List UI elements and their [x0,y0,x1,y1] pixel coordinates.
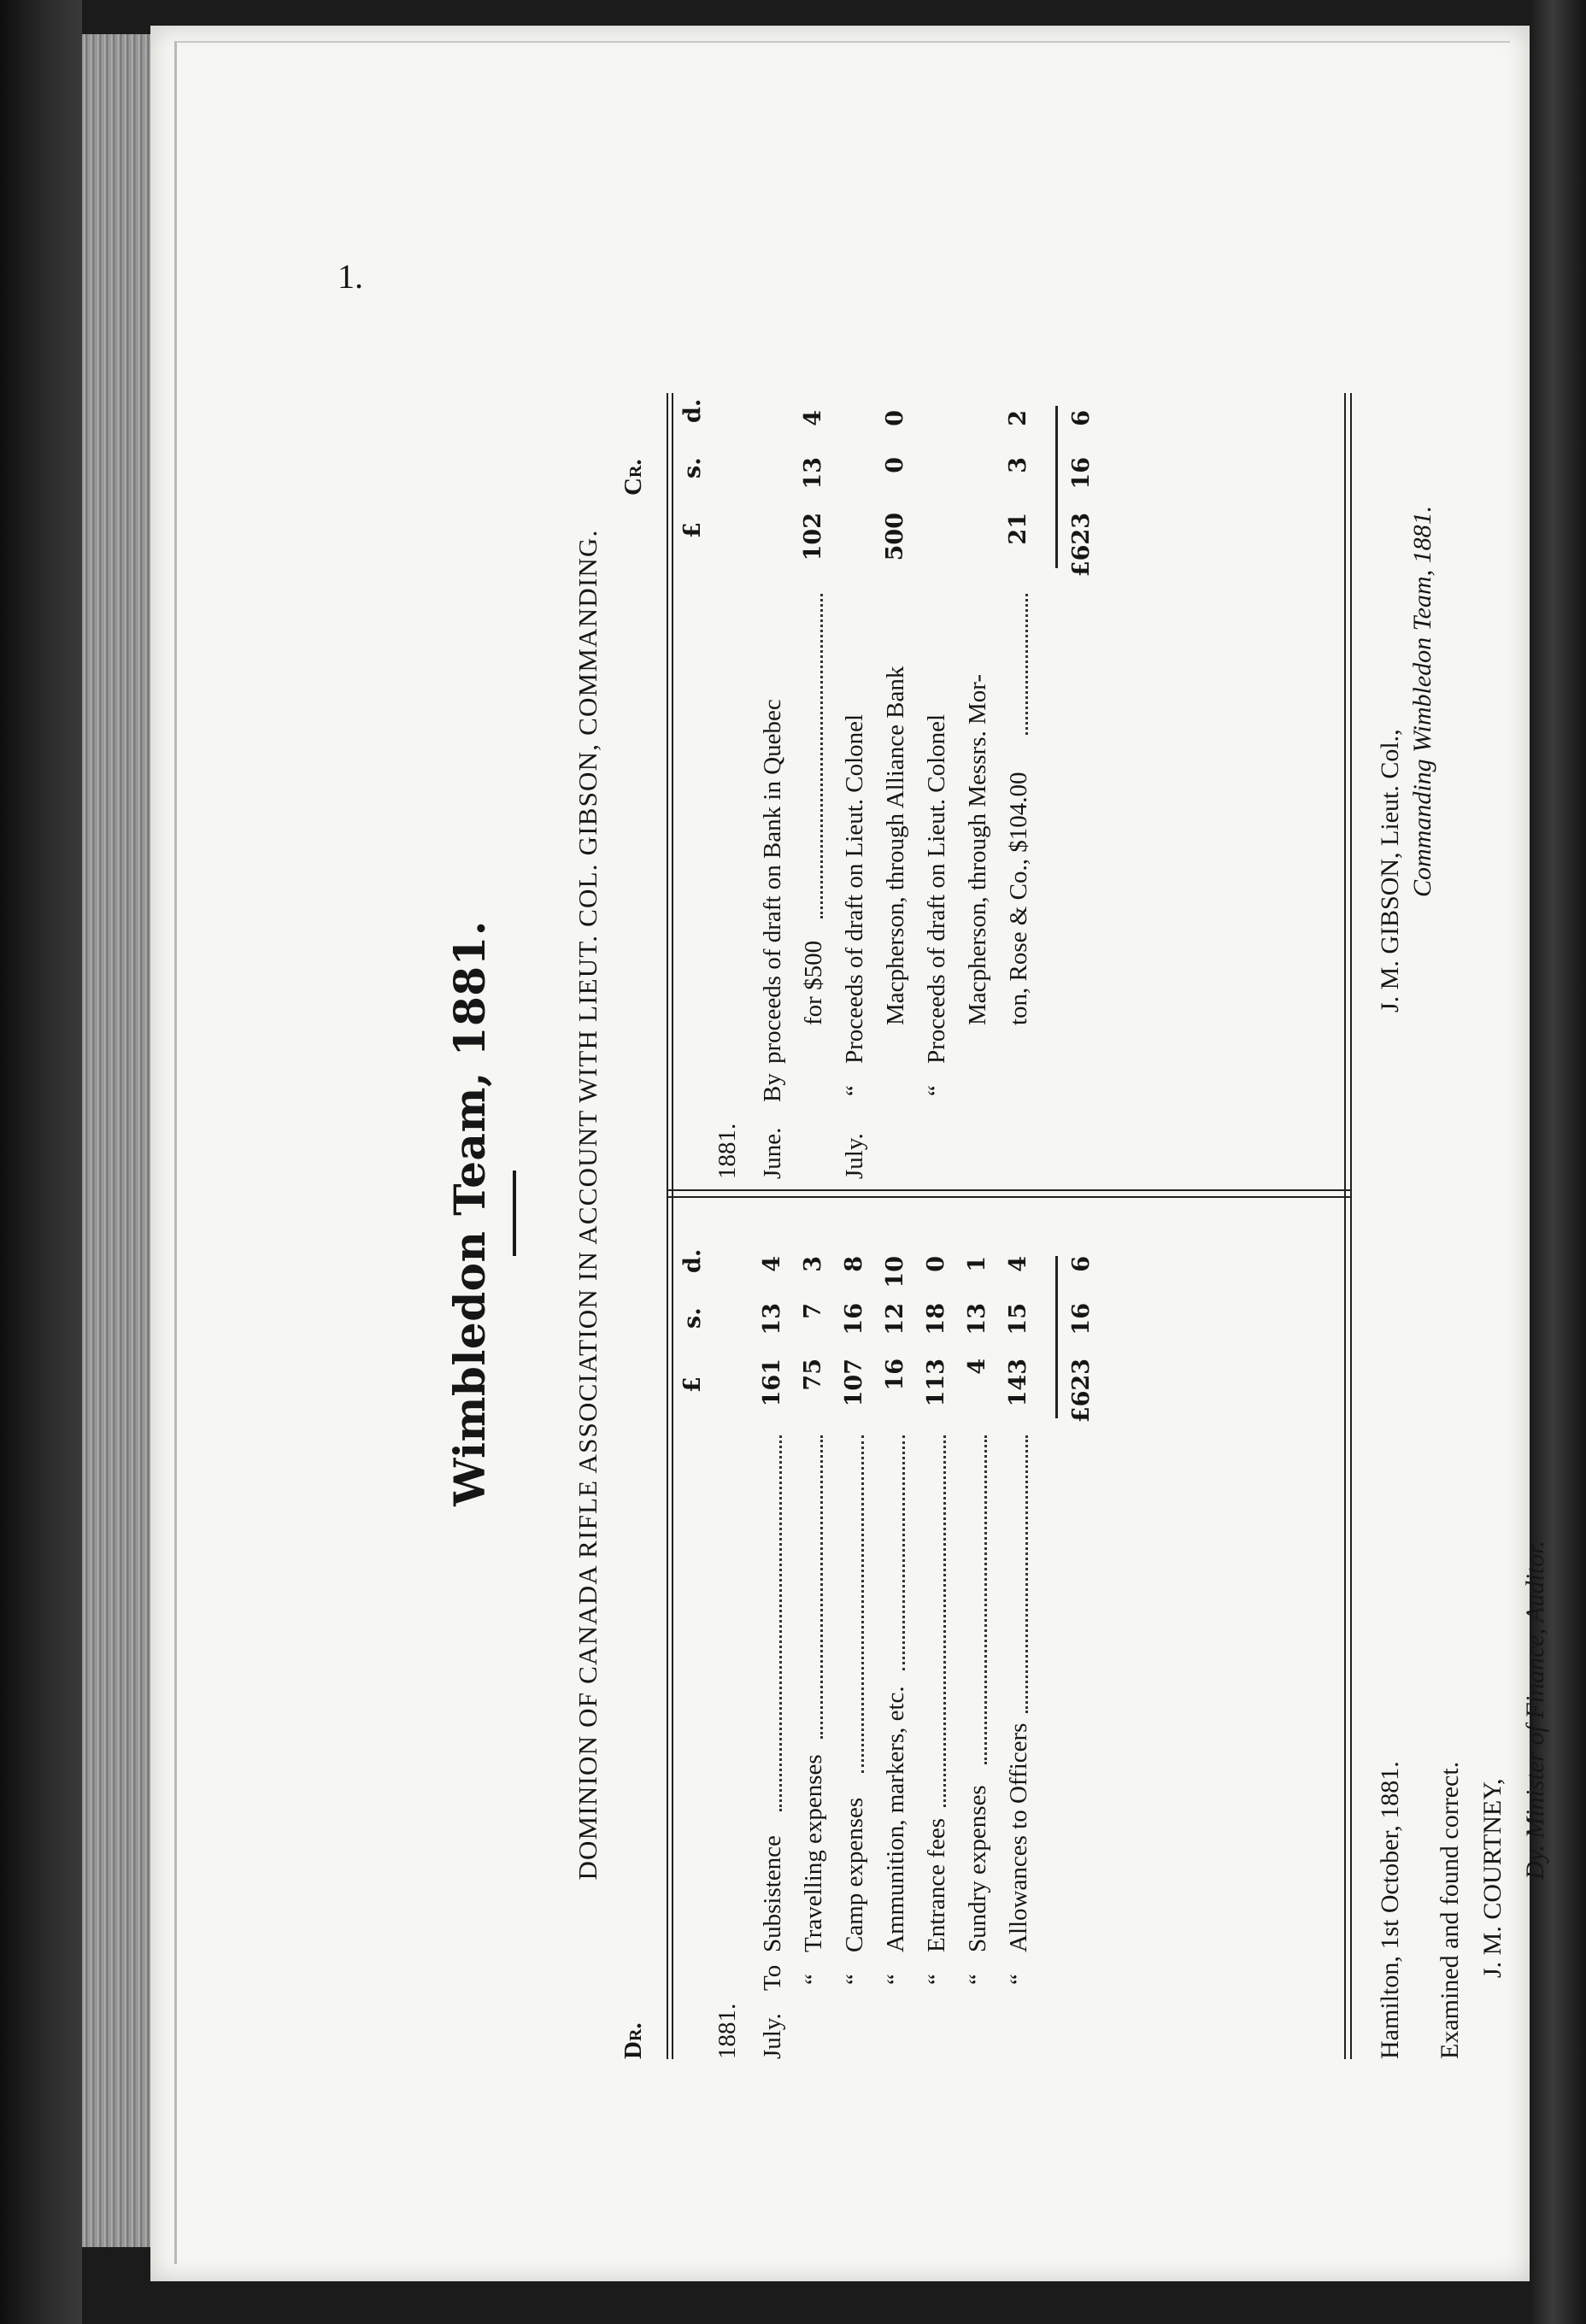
rotated-footer-sheet [205,325,1549,2102]
debit-pence: 4 [1005,1256,1031,1272]
account-subtitle: DOMINION OF CANADA RIFLE ASSOCIATION IN ACCOUNT WITH LIEUT. COL. GIBSON, COMMANDING. [573,529,602,1881]
page-number: 1. [338,257,363,296]
credit-pounds: 21 [1005,513,1031,545]
debit-pence: 1 [964,1256,990,1272]
credit-pounds: 102 [800,513,826,561]
debit-pence: 10 [882,1256,908,1288]
credit-desc-line: proceeds of draft on Bank in Quebec [759,699,786,1064]
page-title: Wimbledon Team, 1881. [444,920,495,1506]
credit-label: Cr. [620,459,647,496]
debit-desc: Allowances to Officers [1005,1722,1032,1952]
signatory: J. M. GIBSON, Lieut. Col., [1376,729,1404,1012]
debit-shillings: 16 [841,1303,867,1335]
debit-shillings: 13 [964,1303,990,1335]
auditor-title: Dy. Minister of Finance, Auditor. [1521,1541,1549,1880]
credit-prefix: “ [923,1085,950,1096]
debit-shillings: 12 [882,1303,908,1335]
credit-total-shillings: 16 [1068,457,1095,490]
credit-total-pounds: £623 [1068,513,1095,578]
debit-desc: Travelling expenses [800,1754,827,1952]
credit-prefix: By [759,1073,786,1102]
debit-pounds: 107 [841,1359,867,1407]
debit-total-pounds: £623 [1068,1359,1095,1423]
debit-pence: 8 [841,1256,867,1272]
debit-prefix: “ [800,1974,827,1985]
credit-desc-line: Macpherson, through Alliance Bank [882,666,909,1025]
debit-pounds: 4 [964,1359,990,1375]
debit-pounds-header: £ [679,1376,706,1393]
place-date: Hamilton, 1st October, 1881. [1376,1761,1404,2059]
debit-pounds: 113 [923,1359,949,1407]
debit-shillings: 15 [1005,1303,1031,1335]
credit-pence-header: d. [679,398,706,423]
debit-shillings-header: s. [679,1307,706,1329]
debit-prefix: “ [923,1974,950,1985]
examined-note: Examined and found correct. [1436,1761,1464,2059]
binding-edge [0,0,82,2324]
debit-desc: Ammunition, markers, etc. [882,1686,909,1952]
debit-prefix: “ [882,1974,909,1985]
debit-prefix: “ [964,1974,991,1985]
credit-year: 1881. [714,1123,741,1179]
debit-total-pence: 6 [1068,1256,1095,1272]
debit-pounds: 16 [882,1359,908,1391]
credit-total-pence: 6 [1068,410,1095,426]
debit-shillings: 18 [923,1303,949,1335]
credit-month: July. [841,1133,868,1179]
debit-desc: Sundry expenses [964,1785,991,1952]
debit-pence-header: d. [679,1248,706,1273]
debit-label: Dr. [620,2022,647,2059]
debit-prefix: To [759,1964,786,1991]
debit-pounds: 143 [1005,1359,1031,1407]
debit-pounds: 75 [800,1359,826,1391]
credit-desc-line: Macpherson, through Messrs. Mor- [964,674,991,1025]
debit-year: 1881. [714,2003,741,2059]
debit-pence: 0 [923,1256,949,1272]
credit-prefix: “ [841,1085,868,1096]
credit-desc-line: Proceeds of draft on Lieut. Colonel [841,713,868,1064]
credit-pounds-header: £ [679,522,706,538]
credit-shillings: 3 [1005,457,1031,473]
page-stack-edge [82,34,150,2247]
debit-prefix: “ [841,1974,868,1985]
debit-prefix: “ [1005,1974,1032,1985]
debit-shillings: 7 [800,1303,826,1319]
credit-desc-line: for $500 [800,940,827,1025]
debit-desc: Camp expenses [841,1797,868,1952]
credit-desc-line: Proceeds of draft on Lieut. Colonel [923,713,950,1064]
credit-shillings: 13 [800,457,826,490]
debit-desc: Subsistence [759,1835,786,1952]
credit-month: June. [759,1127,786,1179]
credit-desc-line: ton, Rose & Co., $104.00 [1005,772,1032,1025]
credit-pence: 0 [882,410,908,426]
facing-page-edge [1530,0,1586,2324]
credit-shillings-header: s. [679,457,706,478]
debit-pence: 4 [759,1256,785,1272]
debit-desc: Entrance fees [923,1818,950,1952]
debit-pence: 3 [800,1256,826,1272]
auditor-name: J. M. COURTNEY, [1478,1778,1507,1978]
debit-shillings: 13 [759,1303,785,1335]
debit-pounds: 161 [759,1359,785,1407]
credit-pounds: 500 [882,513,908,561]
credit-pence: 4 [800,410,826,426]
debit-month: July. [759,2013,786,2059]
debit-total-shillings: 16 [1068,1303,1095,1335]
credit-pence: 2 [1005,410,1031,426]
credit-shillings: 0 [882,457,908,473]
